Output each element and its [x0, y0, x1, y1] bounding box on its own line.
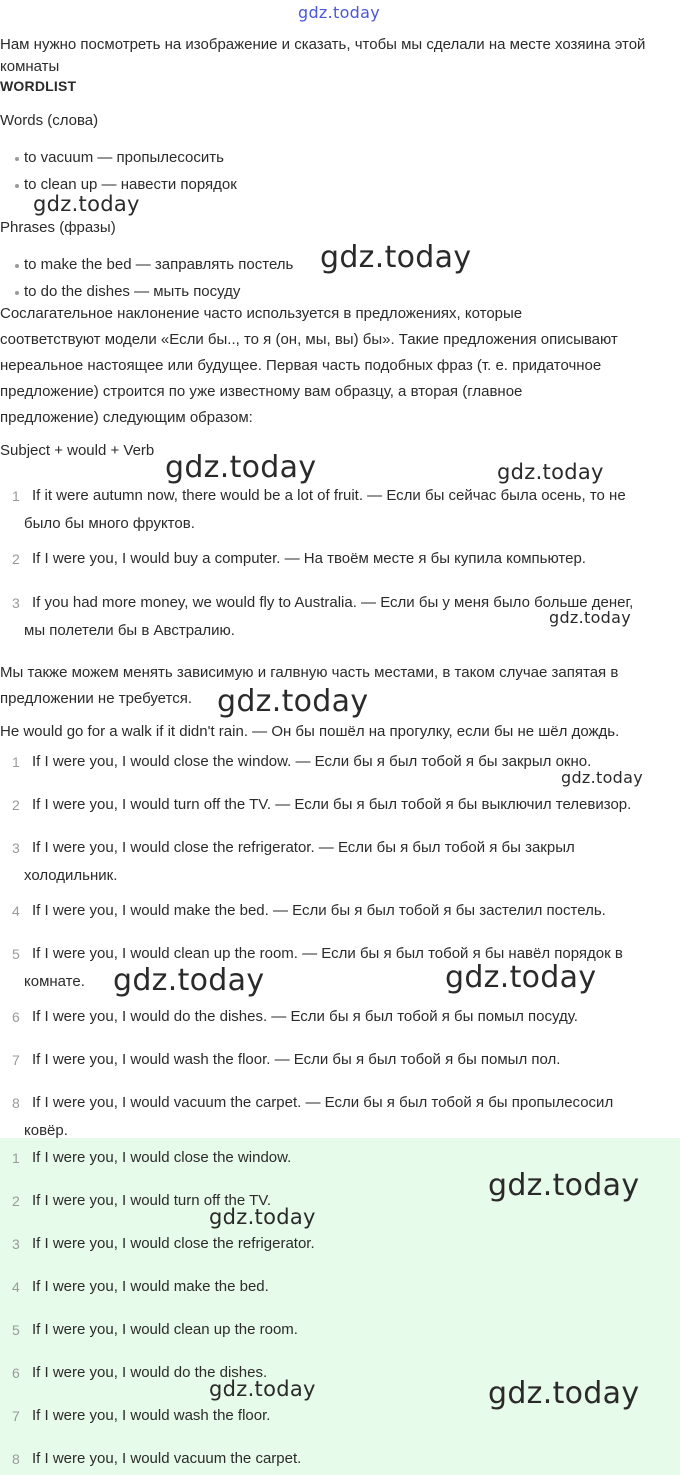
watermark-top: gdz.today	[298, 3, 380, 22]
answer-number: 7	[12, 1408, 20, 1424]
translation-line: If I were you, I would close the window. — Если бы я был тобой я бы закрыл окно.	[32, 753, 592, 770]
theory-line: Мы также можем менять зависимую и галвную часть местами, в таком случае запятая в	[0, 664, 619, 681]
theory-line: предложение) следующим образом:	[0, 409, 253, 426]
answer-line: If I were you, I would do the dishes.	[32, 1364, 268, 1381]
word-item: to vacuum — пропылесосить	[24, 149, 224, 166]
theory-line: нереальное настоящее или будущее. Первая часть подобных фраз (т. е. придаточное	[0, 357, 602, 374]
watermark: gdz.today	[497, 460, 604, 484]
answer-line: If I were you, I would wash the floor.	[32, 1407, 271, 1424]
theory-line: Сослагательное наклонение часто используется в предложениях, которые	[0, 305, 523, 322]
watermark: gdz.today	[165, 450, 317, 485]
translation-number: 7	[12, 1052, 20, 1068]
answer-line: If I were you, I would close the window.	[32, 1149, 292, 1166]
watermark: gdz.today	[209, 1205, 316, 1229]
watermark: gdz.today	[561, 768, 643, 787]
word-item: to clean up — навести порядок	[24, 176, 237, 193]
watermark: gdz.today	[445, 960, 597, 995]
answer-line: If I were you, I would close the refrigerator.	[32, 1235, 315, 1252]
formula: Subject + would + Verb	[0, 442, 155, 459]
answer-number: 8	[12, 1451, 20, 1467]
translation-line: If I were you, I would wash the floor. — Если бы я был тобой я бы помыл пол.	[32, 1051, 561, 1068]
watermark: gdz.today	[113, 963, 265, 998]
watermark: gdz.today	[488, 1376, 640, 1411]
translation-line: комнате.	[24, 973, 85, 990]
translation-line: If I were you, I would turn off the TV. — Если бы я был тобой я бы выключил телевизор.	[32, 796, 632, 813]
answer-number: 3	[12, 1236, 20, 1252]
translation-number: 2	[12, 797, 20, 813]
translation-line: холодильник.	[24, 867, 118, 884]
answer-line: If I were you, I would clean up the room.	[32, 1321, 298, 1338]
translation-number: 6	[12, 1009, 20, 1025]
answer-number: 1	[12, 1150, 20, 1166]
wordlist-heading: WORDLIST	[0, 78, 77, 94]
translation-line: If I were you, I would vacuum the carpet. — Если бы я был тобой я бы пропылесосил	[32, 1094, 614, 1111]
translation-number: 3	[12, 840, 20, 856]
example-number: 2	[12, 551, 20, 567]
answer-number: 4	[12, 1279, 20, 1295]
translation-number: 1	[12, 754, 20, 770]
theory-line: предложение) строится по уже известному вам образцу, а вторая (главное	[0, 383, 523, 400]
answer-line: If I were you, I would make the bed.	[32, 1278, 269, 1295]
phrase-item: to make the bed — заправлять постель	[24, 256, 294, 273]
translation-line: If I were you, I would make the bed. — Если бы я был тобой я бы застелил постель.	[32, 902, 606, 919]
answer-line: If I were you, I would vacuum the carpet.	[32, 1450, 302, 1467]
theory-line: соответствуют модели «Если бы.., то я (он, мы, вы) бы». Такие предложения описывают	[0, 331, 618, 348]
answer-line: If I were you, I would turn off the TV.	[32, 1192, 272, 1209]
phrases-label: Phrases (фразы)	[0, 219, 116, 236]
task-text: Нам нужно посмотреть на изображение и сказать, чтобы мы сделали на месте хозяина этой комнаты	[0, 36, 646, 74]
example-line: If you had more money, we would fly to Australia. — Если бы у меня было больше денег,	[32, 594, 634, 611]
watermark: gdz.today	[33, 192, 140, 216]
theory-line: предложении не требуется.	[0, 690, 193, 707]
translation-line: If I were you, I would clean up the room. — Если бы я был тобой я бы навёл порядок в	[32, 945, 623, 962]
watermark: gdz.today	[549, 608, 631, 627]
example-line: If it were autumn now, there would be a lot of fruit. — Если бы сейчас была осень, то не	[32, 487, 626, 504]
translation-line: If I were you, I would do the dishes. — Если бы я был тобой я бы помыл посуду.	[32, 1008, 578, 1025]
watermark: gdz.today	[488, 1168, 640, 1203]
answer-number: 2	[12, 1193, 20, 1209]
answer-number: 6	[12, 1365, 20, 1381]
translation-number: 8	[12, 1095, 20, 1111]
example-number: 3	[12, 595, 20, 611]
example-number: 1	[12, 488, 20, 504]
example-line: мы полетели бы в Австралию.	[24, 622, 235, 639]
answer-number: 5	[12, 1322, 20, 1338]
phrase-item: to do the dishes — мыть посуду	[24, 283, 241, 300]
translation-line: ковёр.	[24, 1122, 68, 1139]
translation-line: If I were you, I would close the refrigerator. — Если бы я был тобой я бы закрыл	[32, 839, 575, 856]
translation-number: 5	[12, 946, 20, 962]
words-label: Words (слова)	[0, 112, 99, 129]
watermark: gdz.today	[209, 1377, 316, 1401]
example-line: было бы много фруктов.	[24, 515, 195, 532]
translation-number: 4	[12, 903, 20, 919]
watermark: gdz.today	[217, 684, 369, 719]
swap-example: He would go for a walk if it didn't rain. — Он бы пошёл на прогулку, если бы не шёл дождь.	[0, 723, 620, 740]
watermark: gdz.today	[320, 240, 472, 275]
example-line: If I were you, I would buy a computer. — На твоём месте я бы купила компьютер.	[32, 550, 586, 567]
